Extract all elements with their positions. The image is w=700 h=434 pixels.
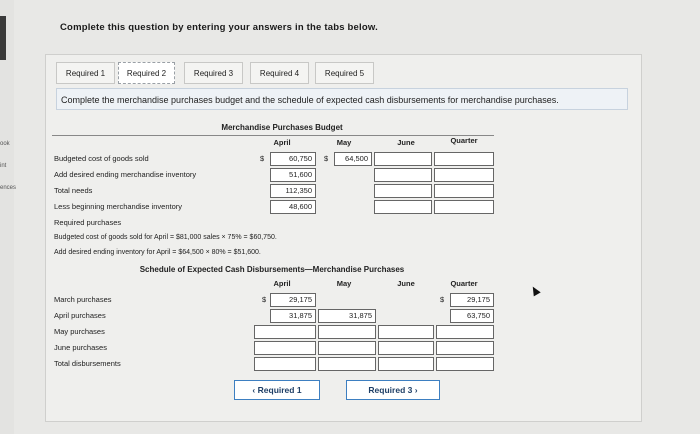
june-input[interactable] — [374, 200, 432, 214]
table-row — [52, 340, 494, 356]
sidebar-label-references[interactable]: ences — [0, 185, 17, 191]
next-required-button[interactable] — [346, 380, 440, 400]
quarter-input[interactable] — [436, 325, 494, 339]
row-label: Total disbursements — [54, 359, 121, 368]
sidebar-tab-marker — [0, 16, 6, 60]
row-label: June purchases — [54, 343, 107, 352]
april-input[interactable] — [254, 341, 316, 355]
april-input[interactable]: 51,600 — [270, 168, 316, 182]
june-input[interactable] — [374, 152, 432, 166]
row-label: Required purchases — [54, 218, 122, 227]
april-input[interactable]: 112,350 — [270, 184, 316, 198]
chevron-left-icon: ‹ — [252, 385, 256, 395]
table-row — [52, 356, 494, 372]
col-may: May — [336, 279, 352, 288]
tab-required-5[interactable]: Required 5 — [315, 62, 374, 84]
col-may: May — [336, 138, 352, 147]
prev-button-label: Required 1 — [257, 385, 302, 395]
table-row — [52, 324, 494, 340]
quarter-input[interactable] — [436, 357, 494, 371]
next-button-label: Required 3 — [368, 385, 413, 395]
sidebar-label-book[interactable]: ook — [0, 141, 10, 147]
col-quarter: Quarter — [450, 136, 478, 145]
april-input[interactable]: 29,175 — [270, 293, 316, 307]
col-april: April — [273, 279, 291, 288]
june-input[interactable] — [374, 168, 432, 182]
sidebar-label-print[interactable]: int — [0, 163, 7, 169]
april-input[interactable] — [254, 357, 316, 371]
june-input[interactable] — [378, 341, 434, 355]
may-input[interactable] — [318, 357, 376, 371]
june-input[interactable] — [374, 184, 432, 198]
chevron-right-icon: › — [414, 385, 418, 395]
row-label: Total needs — [54, 186, 93, 195]
currency-symbol: $ — [324, 154, 329, 163]
quarter-input[interactable] — [434, 168, 494, 182]
april-input[interactable]: 31,875 — [270, 309, 316, 323]
quarter-input[interactable] — [434, 200, 494, 214]
prompt-banner: Complete the merchandise purchases budget and the schedule of expected cash disbursements for merchandise purchases. — [56, 88, 628, 110]
row-label: Budgeted cost of goods sold — [54, 154, 149, 163]
june-input[interactable] — [378, 325, 434, 339]
table-row — [52, 308, 494, 324]
row-label: May purchases — [54, 327, 105, 336]
note-line: Budgeted cost of goods sold for April = $81,000 sales × 75% = $60,750. — [54, 234, 277, 241]
note-line: Add desired ending inventory for April = $64,500 × 80% = $51,600. — [54, 249, 261, 256]
may-input[interactable]: 64,500 — [334, 152, 372, 166]
prev-required-button[interactable] — [234, 380, 320, 400]
april-input[interactable] — [254, 325, 316, 339]
col-june: June — [397, 138, 415, 147]
quarter-input[interactable] — [434, 184, 494, 198]
quarter-input[interactable] — [434, 152, 494, 166]
col-quarter: Quarter — [450, 279, 478, 288]
april-input[interactable]: 48,600 — [270, 200, 316, 214]
june-input[interactable] — [378, 357, 434, 371]
row-label: Add desired ending merchandise inventory — [54, 170, 197, 179]
quarter-input[interactable]: 63,750 — [450, 309, 494, 323]
quarter-input[interactable]: 29,175 — [450, 293, 494, 307]
table-row — [52, 151, 494, 167]
tab-required-3[interactable]: Required 3 — [184, 62, 243, 84]
currency-symbol: $ — [260, 154, 265, 163]
table-row — [52, 215, 494, 231]
col-april: April — [273, 138, 291, 147]
row-label: April purchases — [54, 311, 106, 320]
disbursements-title: Schedule of Expected Cash Disbursements—Merchandise Purchases — [139, 265, 405, 274]
tab-required-4[interactable]: Required 4 — [250, 62, 309, 84]
may-input[interactable] — [318, 341, 376, 355]
table-row — [52, 292, 494, 308]
quarter-input[interactable] — [436, 341, 494, 355]
row-label: March purchases — [54, 295, 112, 304]
may-input[interactable]: 31,875 — [318, 309, 376, 323]
april-input[interactable]: 60,750 — [270, 152, 316, 166]
may-input[interactable] — [318, 325, 376, 339]
tab-required-2[interactable]: Required 2 — [118, 62, 175, 84]
tab-required-1[interactable]: Required 1 — [56, 62, 115, 84]
currency-symbol: $ — [262, 295, 267, 304]
row-label: Less beginning merchandise inventory — [54, 202, 182, 211]
table-row — [52, 167, 494, 183]
left-sidebar-strip — [0, 0, 17, 434]
table-row — [52, 183, 494, 199]
purchases-budget-title: Merchandise Purchases Budget — [221, 123, 343, 132]
currency-symbol: $ — [440, 295, 445, 304]
instruction-text: Complete this question by entering your answers in the tabs below. — [60, 22, 378, 33]
table-row — [52, 199, 494, 215]
col-june: June — [397, 279, 415, 288]
